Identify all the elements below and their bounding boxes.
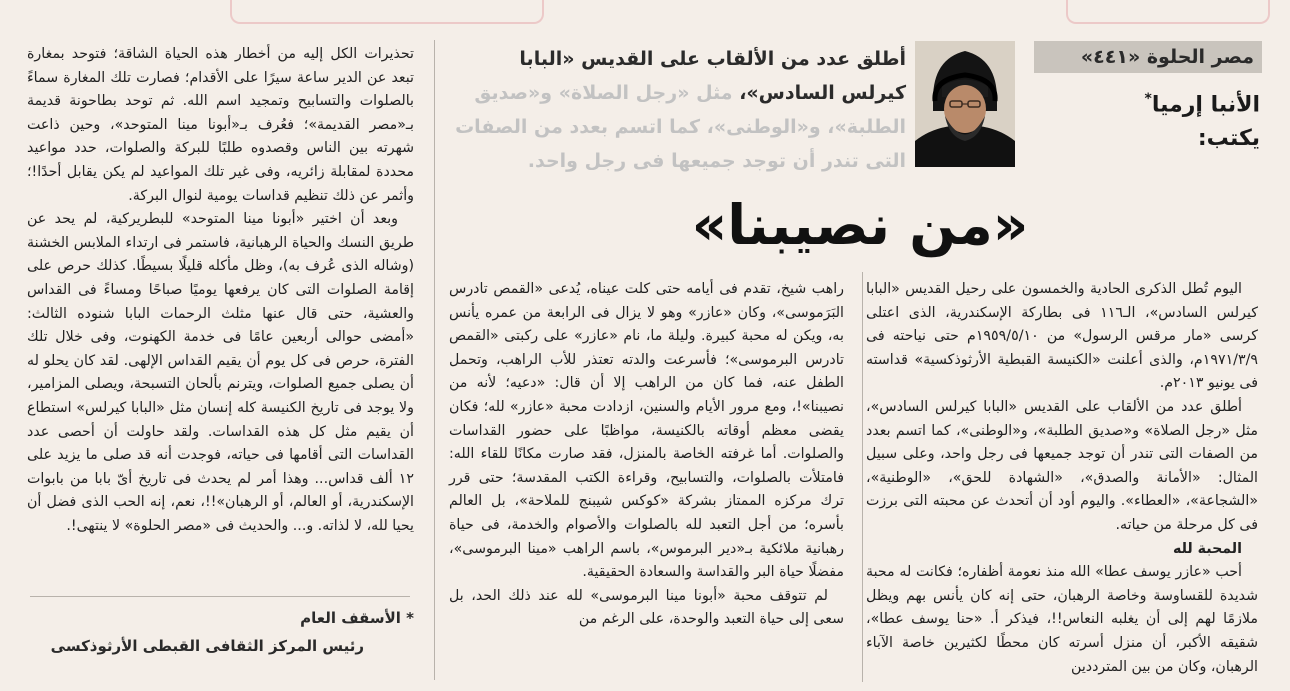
bleed-through-frame [1066,0,1270,24]
bleed-through-frame [230,0,544,24]
pull-quote-rest: مثل «رجل الصلاة» و«صديق الطلبة»، و«الوطنى»، كما اتسم بعدد من الصفات التى تندر أن توجد جميعها فى رجل واحد. [455,82,906,172]
author-portrait-image [915,41,1015,167]
paragraph: تحذيرات الكل إليه من أخطار هذه الحياة الشاقة؛ فتوحد بمغارة تبعد عن الدير ساعة سيرًا على الأقدام؛ فصارت تلك المغارة سماءً بالصلوات والتسابيح وتمجيد اسم الله. ثم توحد بطاحونة قديمة بـ«مصر القديمة»؛ فعُرف بـ«أبونا مينا المتوحد»، وحين ذاعت شهرته بين الناس وقصدوه طلبًا للبركة والصلوات، حدد مواعيد محددة لمقابلة زائريه، وفى غير تلك المواعيد لم يكن يقابل أحدًا!؛ وأثمر عن ذلك تنظيم قداسات يومية لنوال البركة. [27,46,414,204]
column-divider [434,40,435,680]
author-star: * [1144,91,1152,107]
paragraph: راهب شيخ، تقدم فى أيامه حتى كلت عيناه، يُدعى «القمص تادرس البَرَموسى»، وكان «عازر» وهو لا يزال فى الرابعة من عمره يأنس به، ويكن له محبة كبيرة. وليلة ما، نام «عازر» على ركبتى «القمص تادرس البرموسى»؛ فأسرعت والدته تعتذر للأب الراهب، وتحمل الطفل عنه، فما كان من الراهب إلا أن قال: «دعيه؛ لأنه من نصيبنا»!، ومع مرور الأيام والسنين، ازدادت محبة «عازر» لله؛ فكان يقضى معظم أوقاته بالكنيسة، مواظبًا على حضور القداسات والصلوات. أما غرفته الخاصة بالمنزل، فقد صارت مكانًا للقاء الله: فامتلأت بالصلوات، والتسابيح، وقراءة الكتب المقدسة؛ حتى قرر ترك مركزه الممتاز بشركة «كوكس شيبنج للملاحة»، بل العالم بأسره؛ من أجل التعبد لله بالصلوات والأصوام والخدمة، فى حياة رهبانية ملائكية بـ«دير البرموس»، باسم الراهب «مينا البرموسى»، مفضلًا حياة البر والقداسة والسعادة الحقيقية. [449,281,844,581]
paragraph: أحب «عازر يوسف عطا» الله منذ نعومة أظفاره؛ فكانت له محبة شديدة للقساوسة وخاصة الرهبان، حتى إنه كان يأنس بهم ويظل ملازمًا لهم إلى أن يغلبه النعاس!!، فيذكر أ. «حنا يوسف عطا»، شقيقه الأكبر، أن منزل أسرته كان محطًا لكثيرين خاصة الآباء الرهبان، وكان من بين المترددين [866,564,1258,675]
author-signature [27,604,414,660]
signature-title: * الأسقف العام [300,609,414,627]
pull-quote-lead: أطلق عدد من الألقاب على القديس «البابا كيرلس السادس»، [519,48,906,104]
author-byline [1110,82,1260,156]
signature-role: رئيس المركز الثقافى القبطى الأرثوذكسى [50,637,364,655]
author-writes: يكتب: [1197,126,1260,152]
author-portrait [915,41,1015,167]
paragraph: اليوم تُطل الذكرى الحادية والخمسون على رحيل القديس «البابا كيرلس السادس»، الـ١١٦ فى بطاركة الإسكندرية، الذى اعتلى كرسى «مار مرقس الرسول» من ١٩٥٩/٥/١٠م حتى نياحته فى ١٩٧١/٣/٩م، والذى أعلنت «الكنيسة القبطية الأرثوذكسية» قداسته فى يونيو ٢٠١٣م. [866,281,1258,392]
paragraph: أطلق عدد من الألقاب على القديس «البابا كيرلس السادس»، مثل «رجل الصلاة» و«صديق الطلبة»، و«الوطنى»، كما اتسم بعدد من الصفات التى تندر أن توجد جميعها فى رجل واحد، وعلى سبيل المثال: «الأمانة والصدق»، «الشهادة للحق»، «الوطنية»، «الشجاعة»، «العطاء». واليوم أود أن أتحدث عن محبته التى برزت فى كل مرحلة من حياته. [866,398,1258,533]
column-divider [862,272,863,682]
article-column-3 [27,43,414,538]
signature-rule [30,596,410,597]
article-column-2 [449,278,844,632]
article-column-1 [866,278,1258,679]
pull-quote [450,42,906,178]
article-headline: «من نصيبنا» [691,193,1029,257]
series-label: مصر الحلوة «٤٤١» [1034,41,1262,73]
paragraph: وبعد أن اختير «أبونا مينا المتوحد» للبطريركية، لم يحد عن طريق النسك والحياة الرهبانية، فاستمر فى ارتداء الملابس الخشنة (وشاله الذى عُرف به)، وظل مأكله قليلًا بسيطًا. كذلك حرص على إقامة الصلوات التى كان يرفعها يوميًا صباحًا ومساءً فى القداس والعشية، حتى قال عنها مثلث الرحمات البابا شنوده الثالث: «أمضى حوالى أربعين عامًا فى خدمة الكهنوت، وفى خلال تلك الفترة، حرص فى كل يوم أن يقيم القداس الإلهى. لقد كان يحلو له أن يصلى جميع الصلوات، ويترنم بألحان التسبحة، ويصلى المزامير، ولا يوجد فى تاريخ الكنيسة كله إنسان مثل «البابا كيرلس» استطاع أن يقيم مثل كل هذه القداسات. ولقد حاولت أن أحصى عدد القداسات التى أقامها فى حياته، فوجدت أنه قد صلى ما يزيد على ١٢ ألف قداس... وهذا أمر لم يحدث فى تاريخ أىّ بابا من بابوات الإسكندرية، أو العالم، أو الرهبان»!!، نعم، إنه الحب الذى فضل أن يحيا لله، لا لذاته. و... والحديث فى «مصر الحلوة» لا ينتهى!. [27,211,414,534]
subheading: المحبة لله [1173,540,1242,557]
paragraph: لم تتوقف محبة «أبونا مينا البرموسى» لله عند ذلك الحد، بل سعى إلى حياة التعبد والوحدة، على الرغم من [449,587,844,628]
author-name: الأنبا إرميا [1151,92,1260,118]
